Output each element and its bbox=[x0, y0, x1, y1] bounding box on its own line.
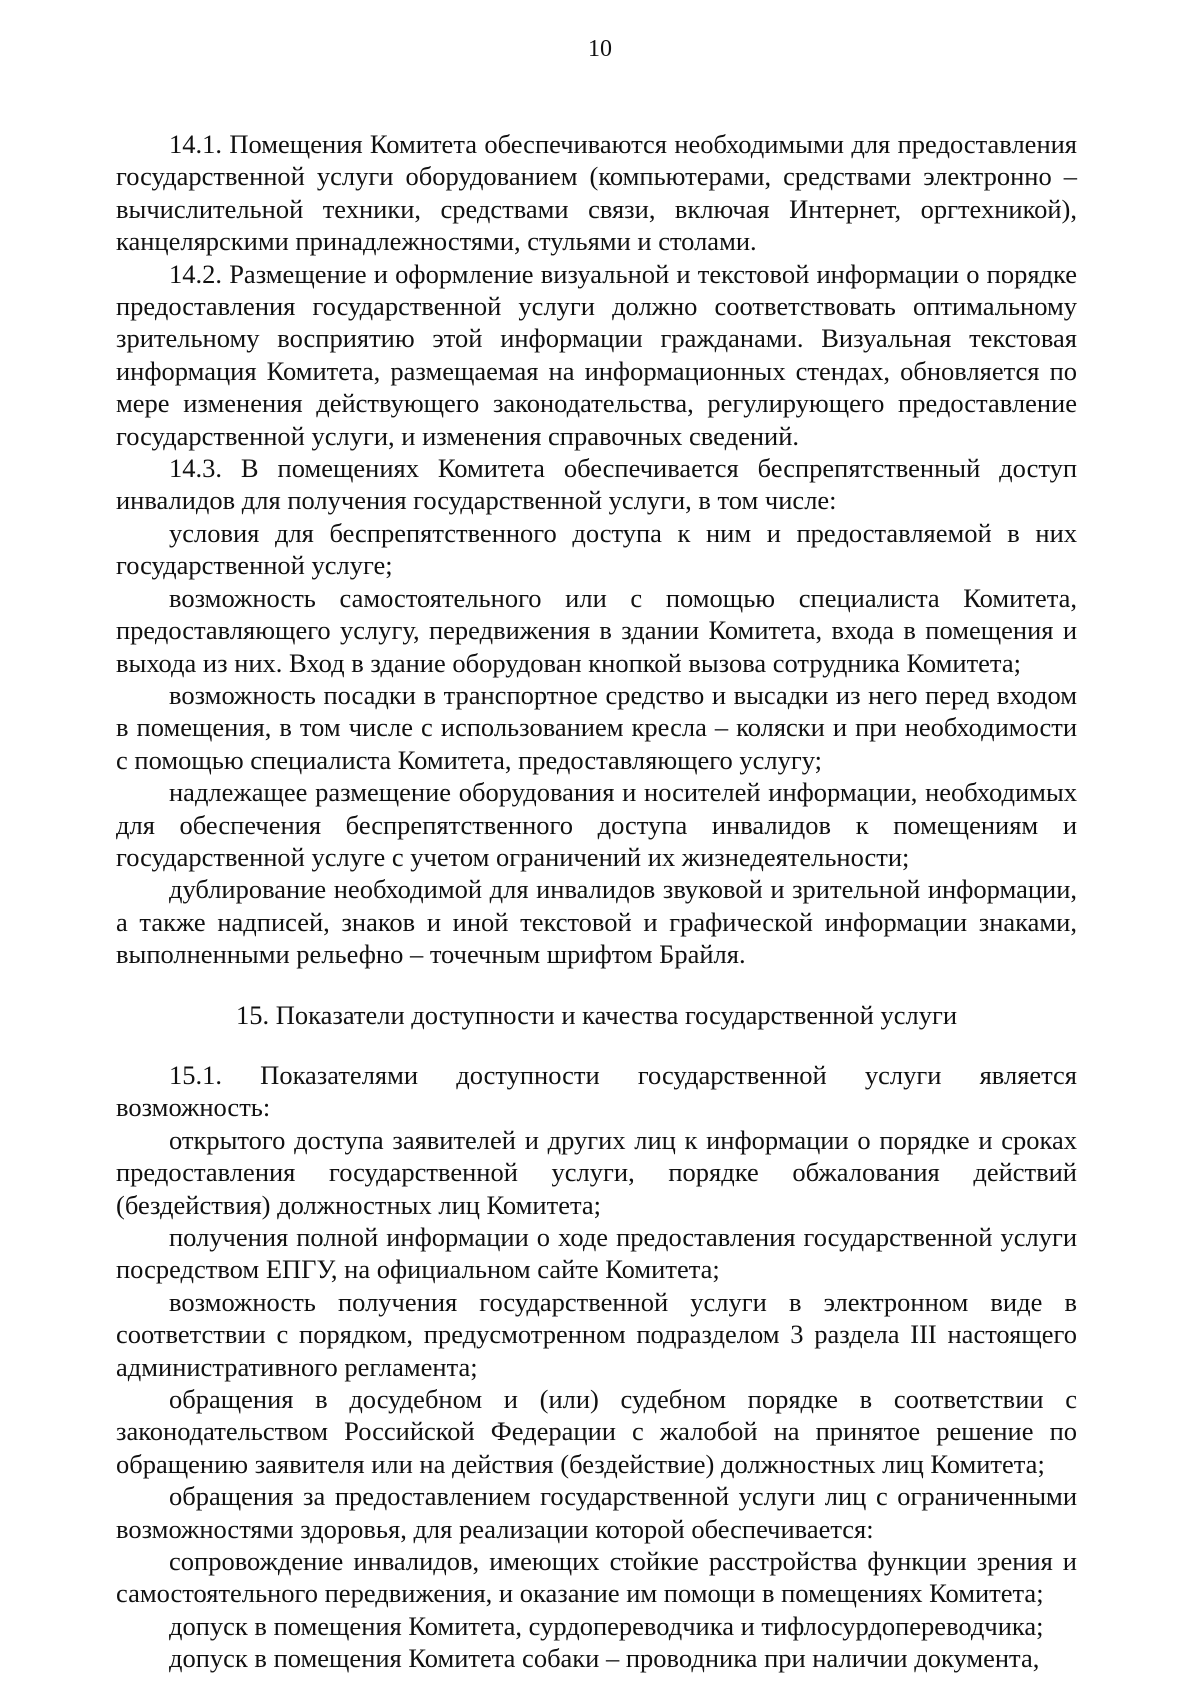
list-item-guide-dog: допуск в помещения Комитета собаки – проводника при наличии документа, bbox=[169, 1643, 1040, 1674]
list-item-access-conditions: условия для беспрепятственного доступа к ним и предоставляемой в них государственной услуге; bbox=[116, 517, 1077, 581]
paragraph-15-1: 15.1. Показателями доступности государственной услуги является возможность: bbox=[116, 1059, 1077, 1123]
list-item-open-access: открытого доступа заявителей и других лиц к информации о порядке и сроках предоставления государственной услуги, порядке обжалования действий (бездействия) должностных лиц Комитета; bbox=[116, 1124, 1077, 1220]
list-item-appeal: обращения в досудебном и (или) судебном порядке в соответствии с законодательством Российской Федерации с жалобой на принятое решение по обращению заявителя или на действия (бездействие) должностных лиц Комитета; bbox=[116, 1384, 1077, 1479]
section-15-heading: 15. Показатели доступности и качества государственной услуги bbox=[236, 999, 957, 1030]
page-number: 10 bbox=[588, 36, 612, 62]
list-item-limited-abilities: обращения за предоставлением государственной услуги лиц с ограниченными возможностями здоровья, для реализации которой обеспечивается: bbox=[116, 1481, 1077, 1544]
list-item-escort: сопровождение инвалидов, имеющих стойкие расстройства функции зрения и самостоятельного передвижения, и оказание им помощи в помещениях Комитета; bbox=[116, 1546, 1077, 1609]
paragraph-14-1: 14.1. Помещения Комитета обеспечиваются необходимыми для предоставления государственной услуги оборудованием (компьютерами, средствами электронно – вычислительной техники, средствами связи, включая Интернет, оргтехникой), канцелярскими принадлежностями, стульями и столами. bbox=[116, 129, 1077, 257]
document-body bbox=[116, 128, 1077, 1675]
list-item-transport: возможность посадки в транспортное средство и высадки из него перед входом в помещения, в том числе с использованием кресла – коляски и при необходимости с помощью специалиста Комитета, предоставляющего услугу; bbox=[116, 679, 1077, 775]
list-item-equipment: надлежащее размещение оборудования и носителей информации, необходимых для обеспечения беспрепятственного доступа инвалидов к помещениям и государственной услуге с учетом ограничений их жизнедеятельности; bbox=[116, 777, 1077, 872]
list-item-movement: возможность самостоятельного или с помощью специалиста Комитета, предоставляющего услугу, передвижения в здании Комитета, входа в помещения и выхода из них. Вход в здание оборудован кнопкой вызова сотрудника Комитета; bbox=[116, 582, 1077, 678]
list-item-braille: дублирование необходимой для инвалидов звуковой и зрительной информации, а также надписей, знаков и иной текстовой и графической информации знаками, выполненными рельефно – точечным шрифтом Брайля. bbox=[116, 874, 1077, 970]
list-item-interpreter: допуск в помещения Комитета, сурдопереводчика и тифлосурдопереводчика; bbox=[169, 1610, 1044, 1641]
list-item-electronic: возможность получения государственной услуги в электронном виде в соответствии с порядком, предусмотренном подразделом 3 раздела III настоящего административного регламента; bbox=[116, 1286, 1077, 1382]
paragraph-14-3: 14.3. В помещениях Комитета обеспечивается беспрепятственный доступ инвалидов для получения государственной услуги, в том числе: bbox=[116, 453, 1077, 516]
list-item-progress-info: получения полной информации о ходе предоставления государственной услуги посредством ЕПГУ, на официальном сайте Комитета; bbox=[116, 1222, 1077, 1285]
paragraph-14-2: 14.2. Размещение и оформление визуальной и текстовой информации о порядке предоставления государственной услуги должно соответствовать оптимальному зрительному восприятию этой информации гражданами. Визуальная текстовая информация Комитета, размещаемая на информационных стендах, обновляется по мере изменения действующего законодательства, регулирующего предоставление государственной услуги, и изменения справочных сведений. bbox=[116, 258, 1077, 451]
